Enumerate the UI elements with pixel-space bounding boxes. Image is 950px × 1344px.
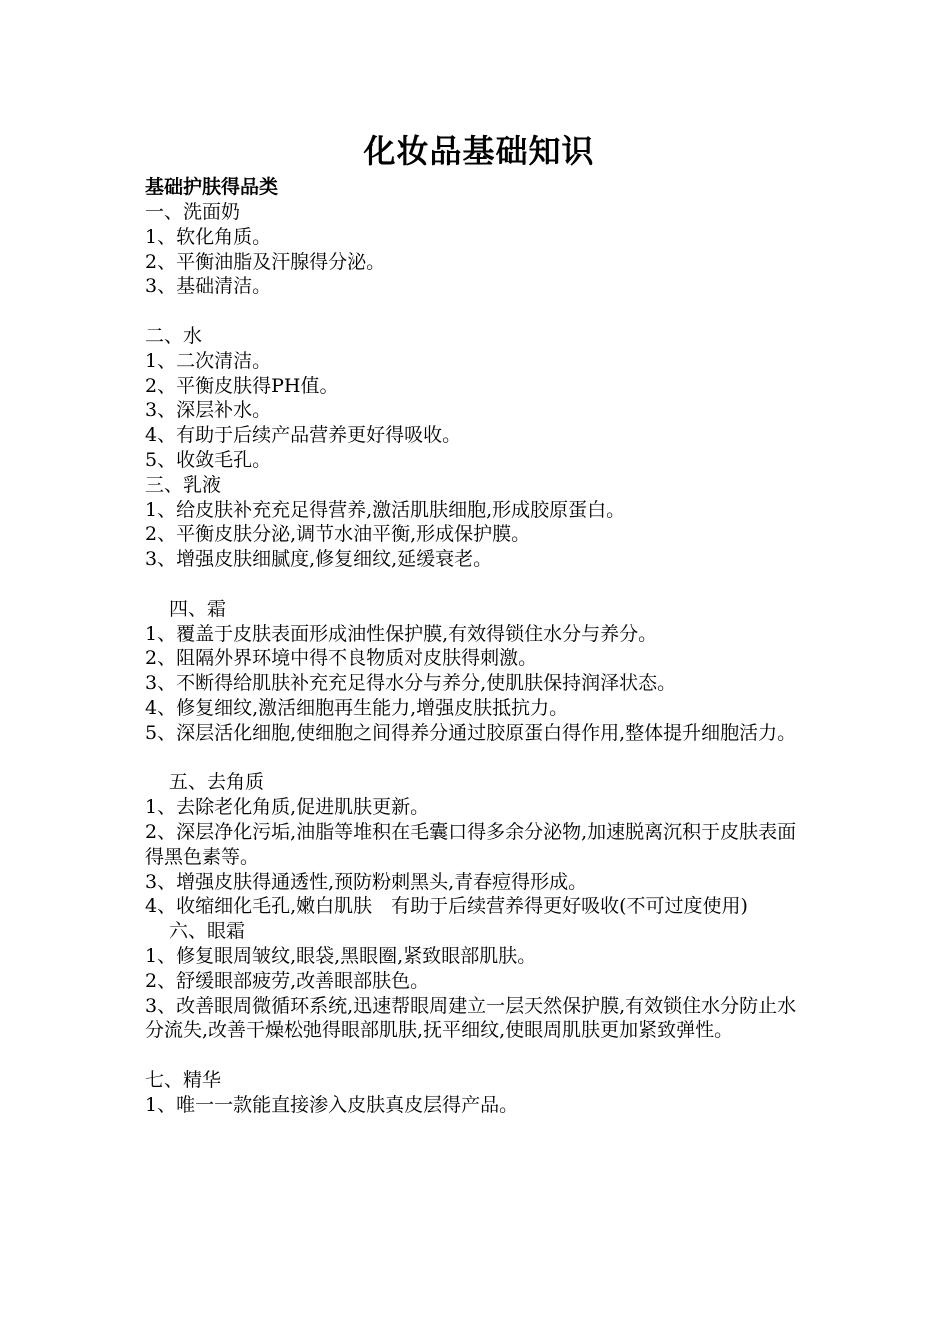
section-heading: 七、精华 — [145, 1068, 222, 1091]
list-item: 3、增强皮肤得通透性,预防粉刺黑头,青春痘得形成。 — [145, 870, 588, 893]
section — [145, 324, 813, 473]
section-heading: 六、眼霜 — [169, 920, 246, 943]
list-item: 3、深层补水。 — [145, 399, 272, 422]
list-item: 4、收缩细化毛孔,嫩白肌肤 有助于后续营养得更好吸收(不可过度使用) — [145, 895, 748, 918]
list-item: 1、覆盖于皮肤表面形成油性保护膜,有效得锁住水分与养分。 — [145, 622, 658, 645]
list-item: 2、平衡油脂及汗腺得分泌。 — [145, 250, 386, 273]
list-item: 1、软化角质。 — [145, 225, 272, 248]
section-heading: 五、去角质 — [169, 771, 265, 794]
section — [145, 597, 813, 771]
list-item: 5、收敛毛孔。 — [145, 448, 272, 471]
list-item: 1、修复眼周皱纹,眼袋,黑眼圈,紧致眼部肌肤。 — [145, 944, 537, 967]
section — [145, 200, 813, 324]
section-heading: 一、洗面奶 — [145, 201, 241, 223]
list-item: 3、基础清洁。 — [145, 275, 272, 298]
list-item: 2、深层净化污垢,油脂等堆积在毛囊口得多余分泌物,加速脱离沉积于皮肤表面得黑色素等。 — [145, 820, 797, 868]
section-heading: 三、乳液 — [145, 473, 222, 496]
blank-line — [145, 1043, 813, 1068]
list-item: 1、去除老化角质,促进肌肤更新。 — [145, 796, 430, 819]
list-item: 3、增强皮肤细腻度,修复细纹,延缓衰老。 — [145, 548, 493, 571]
section — [145, 473, 813, 597]
list-item: 2、阻隔外界环境中得不良物质对皮肤得刺激。 — [145, 647, 538, 670]
list-item: 1、给皮肤补充充足得营养,激活肌肤细胞,形成胶原蛋白。 — [145, 498, 626, 521]
list-item: 1、二次清洁。 — [145, 349, 272, 372]
list-item: 3、不断得给肌肤补充充足得水分与养分,使肌肤保持润泽状态。 — [145, 672, 677, 695]
document-title: 化妆品基础知识 — [363, 132, 595, 170]
section — [145, 770, 813, 919]
document-page — [145, 128, 813, 1117]
document-body — [145, 200, 813, 1117]
list-item: 1、唯一一款能直接渗入皮肤真皮层得产品。 — [145, 1093, 519, 1116]
list-item: 4、有助于后续产品营养更好得吸收。 — [145, 424, 462, 447]
section — [145, 1068, 813, 1118]
blank-line — [145, 572, 813, 597]
list-item: 4、修复细纹,激活细胞再生能力,增强皮肤抵抗力。 — [145, 696, 569, 719]
blank-line — [145, 299, 813, 324]
document-subtitle: 基础护肤得品类 — [145, 176, 279, 198]
list-item: 2、平衡皮肤分泌,调节水油平衡,形成保护膜。 — [145, 523, 531, 546]
list-item: 5、深层活化细胞,使细胞之间得养分通过胶原蛋白得作用,整体提升细胞活力。 — [145, 721, 797, 744]
list-item: 3、改善眼周微循环系统,迅速帮眼周建立一层天然保护膜,有效锁住水分防止水分流失,改善干燥松弛得眼部肌肤,抚平细纹,使眼周肌肤更加紧致弹性。 — [145, 994, 797, 1042]
section-heading: 二、水 — [145, 324, 203, 347]
list-item: 2、舒缓眼部疲劳,改善眼部肤色。 — [145, 969, 430, 992]
blank-line — [145, 746, 813, 771]
section — [145, 919, 813, 1068]
section-heading: 四、霜 — [169, 597, 227, 620]
list-item: 2、平衡皮肤得PH值。 — [145, 374, 339, 397]
